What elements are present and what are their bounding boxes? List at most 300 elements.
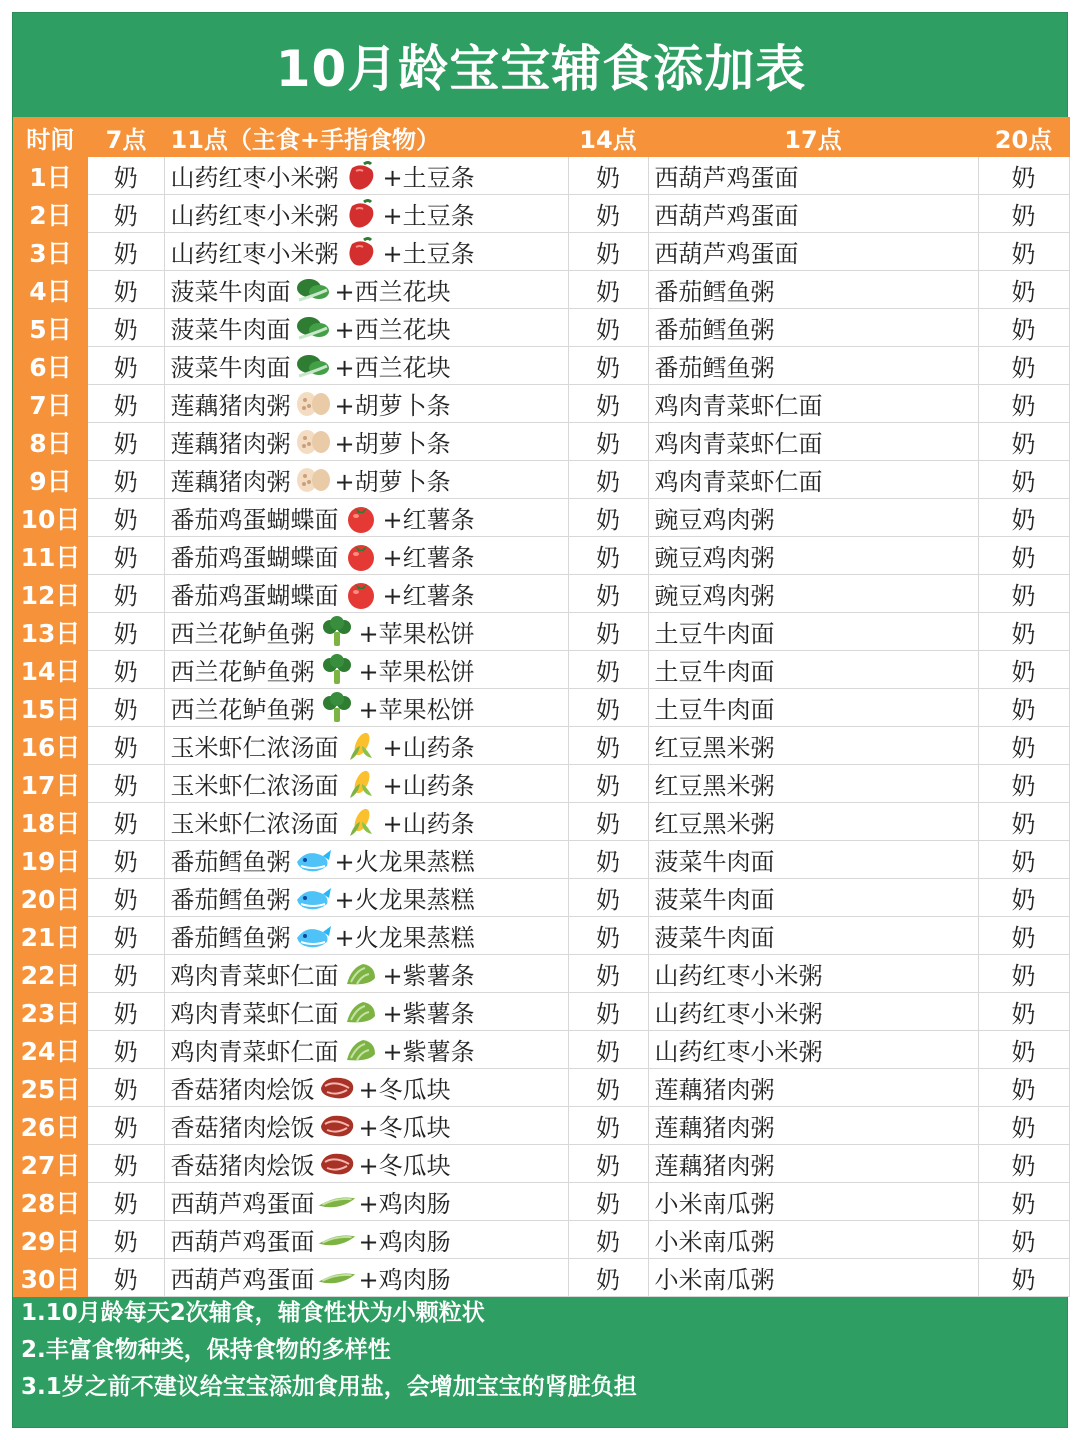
table-row [13, 917, 1069, 955]
meal-14-cell: 奶 [568, 955, 648, 993]
meal-17-cell: 莲藕猪肉粥 [648, 1069, 978, 1107]
meal-17-cell: 山药红枣小米粥 [648, 993, 978, 1031]
table-row [13, 765, 1069, 803]
meal-20-cell: 奶 [978, 1183, 1069, 1221]
meal-11-cell [164, 537, 568, 575]
main-dish: 山药红枣小米粥 [170, 202, 339, 230]
table-row [13, 727, 1069, 765]
table-row [13, 309, 1069, 347]
meal-11-cell [164, 1183, 568, 1221]
meal-14-cell: 奶 [568, 993, 648, 1031]
meal-14-cell: 奶 [568, 1069, 648, 1107]
pea-pod-icon [317, 1224, 357, 1256]
finger-food: +山药条 [382, 772, 475, 800]
leafy-greens-icon [293, 312, 333, 344]
main-dish: 番茄鳕鱼粥 [170, 886, 291, 914]
table-row [13, 499, 1069, 537]
leafy-greens-icon [293, 350, 333, 382]
meal-7-cell: 奶 [88, 385, 164, 423]
meal-11-cell [164, 613, 568, 651]
day-cell: 22日 [13, 955, 88, 993]
lettuce-icon [341, 958, 381, 990]
meal-11-cell [164, 879, 568, 917]
main-dish: 莲藕猪肉粥 [170, 392, 291, 420]
day-cell: 9日 [13, 461, 88, 499]
meal-17-cell: 小米南瓜粥 [648, 1183, 978, 1221]
meal-20-cell: 奶 [978, 1221, 1069, 1259]
meal-14-cell: 奶 [568, 689, 648, 727]
finger-food: +紫薯条 [382, 1038, 475, 1066]
meal-20-cell: 奶 [978, 841, 1069, 879]
main-dish: 莲藕猪肉粥 [170, 468, 291, 496]
day-cell: 12日 [13, 575, 88, 613]
meal-17-cell: 菠菜牛肉面 [648, 879, 978, 917]
main-dish: 番茄鸡蛋蝴蝶面 [170, 544, 339, 572]
corn-icon [341, 768, 381, 800]
meal-7-cell: 奶 [88, 955, 164, 993]
meal-17-cell: 菠菜牛肉面 [648, 917, 978, 955]
day-cell: 30日 [13, 1259, 88, 1297]
lettuce-icon [341, 1034, 381, 1066]
day-cell: 20日 [13, 879, 88, 917]
meal-20-cell: 奶 [978, 461, 1069, 499]
meal-17-cell: 鸡肉青菜虾仁面 [648, 461, 978, 499]
meal-20-cell: 奶 [978, 499, 1069, 537]
meal-14-cell: 奶 [568, 613, 648, 651]
main-dish: 鸡肉青菜虾仁面 [170, 1038, 339, 1066]
meal-14-cell: 奶 [568, 575, 648, 613]
fish-icon [293, 844, 333, 876]
main-dish: 西兰花鲈鱼粥 [170, 620, 315, 648]
table-row [13, 1107, 1069, 1145]
day-cell: 19日 [13, 841, 88, 879]
feeding-schedule-table [13, 117, 1070, 1297]
main-dish: 番茄鸡蛋蝴蝶面 [170, 582, 339, 610]
meal-14-cell: 奶 [568, 1107, 648, 1145]
finger-food: +苹果松饼 [358, 696, 475, 724]
meal-11-cell [164, 765, 568, 803]
lotus-root-icon [293, 388, 333, 420]
meal-7-cell: 奶 [88, 271, 164, 309]
main-dish: 菠菜牛肉面 [170, 278, 291, 306]
day-cell: 8日 [13, 423, 88, 461]
finger-food: +土豆条 [382, 164, 475, 192]
meal-14-cell: 奶 [568, 1031, 648, 1069]
day-cell: 7日 [13, 385, 88, 423]
meal-7-cell: 奶 [88, 727, 164, 765]
tomato-icon [341, 502, 381, 534]
finger-food: +鸡肉肠 [358, 1190, 451, 1218]
main-dish: 玉米虾仁浓汤面 [170, 734, 339, 762]
meal-14-cell: 奶 [568, 461, 648, 499]
day-cell: 14日 [13, 651, 88, 689]
meal-14-cell: 奶 [568, 385, 648, 423]
meal-20-cell: 奶 [978, 347, 1069, 385]
meal-7-cell: 奶 [88, 347, 164, 385]
meal-20-cell: 奶 [978, 1145, 1069, 1183]
day-cell: 18日 [13, 803, 88, 841]
day-cell: 4日 [13, 271, 88, 309]
finger-food: +西兰花块 [334, 316, 451, 344]
main-dish: 番茄鸡蛋蝴蝶面 [170, 506, 339, 534]
meal-20-cell: 奶 [978, 879, 1069, 917]
finger-food: +紫薯条 [382, 1000, 475, 1028]
day-cell: 13日 [13, 613, 88, 651]
meal-14-cell: 奶 [568, 803, 648, 841]
red-pepper-icon [341, 236, 381, 268]
meal-17-cell: 豌豆鸡肉粥 [648, 575, 978, 613]
meal-11-cell [164, 955, 568, 993]
meal-20-cell: 奶 [978, 385, 1069, 423]
meal-14-cell: 奶 [568, 917, 648, 955]
main-dish: 菠菜牛肉面 [170, 316, 291, 344]
day-cell: 23日 [13, 993, 88, 1031]
finger-food: +火龙果蒸糕 [334, 924, 475, 952]
finger-food: +山药条 [382, 734, 475, 762]
lotus-root-icon [293, 426, 333, 458]
broccoli-icon [317, 692, 357, 724]
meal-7-cell: 奶 [88, 765, 164, 803]
meal-11-cell [164, 157, 568, 195]
meal-20-cell: 奶 [978, 1031, 1069, 1069]
meal-17-cell: 西葫芦鸡蛋面 [648, 233, 978, 271]
table-row [13, 271, 1069, 309]
meal-11-cell [164, 651, 568, 689]
day-cell: 29日 [13, 1221, 88, 1259]
meal-7-cell: 奶 [88, 651, 164, 689]
main-dish: 西兰花鲈鱼粥 [170, 696, 315, 724]
main-dish: 香菇猪肉烩饭 [170, 1114, 315, 1142]
finger-food: +胡萝卜条 [334, 430, 451, 458]
meal-11-cell [164, 347, 568, 385]
meal-11-cell [164, 423, 568, 461]
meal-7-cell: 奶 [88, 499, 164, 537]
meal-14-cell: 奶 [568, 765, 648, 803]
main-dish: 香菇猪肉烩饭 [170, 1076, 315, 1104]
table-row [13, 1221, 1069, 1259]
meal-11-cell [164, 271, 568, 309]
day-cell: 16日 [13, 727, 88, 765]
meal-11-cell [164, 917, 568, 955]
main-dish: 玉米虾仁浓汤面 [170, 810, 339, 838]
main-dish: 番茄鳕鱼粥 [170, 924, 291, 952]
meal-11-cell [164, 1069, 568, 1107]
meal-11-cell [164, 1031, 568, 1069]
meal-14-cell: 奶 [568, 347, 648, 385]
day-cell: 15日 [13, 689, 88, 727]
meal-14-cell: 奶 [568, 841, 648, 879]
meal-17-cell: 番茄鳕鱼粥 [648, 347, 978, 385]
day-cell: 1日 [13, 157, 88, 195]
meal-14-cell: 奶 [568, 233, 648, 271]
meal-7-cell: 奶 [88, 879, 164, 917]
meal-20-cell: 奶 [978, 651, 1069, 689]
meal-14-cell: 奶 [568, 1183, 648, 1221]
meal-17-cell: 番茄鳕鱼粥 [648, 271, 978, 309]
main-dish: 鸡肉青菜虾仁面 [170, 1000, 339, 1028]
meal-14-cell: 奶 [568, 1145, 648, 1183]
meal-20-cell: 奶 [978, 233, 1069, 271]
table-body [13, 157, 1069, 1297]
meal-11-cell [164, 727, 568, 765]
note-3: 3.1岁之前不建议给宝宝添加食用盐，会增加宝宝的肾脏负担 [21, 1374, 637, 1400]
meal-7-cell: 奶 [88, 1069, 164, 1107]
meal-7-cell: 奶 [88, 537, 164, 575]
meal-14-cell: 奶 [568, 195, 648, 233]
table-row [13, 195, 1069, 233]
finger-food: +土豆条 [382, 202, 475, 230]
meal-7-cell: 奶 [88, 233, 164, 271]
header-14: 14点 [568, 117, 648, 157]
table-row [13, 157, 1069, 195]
meal-11-cell [164, 1221, 568, 1259]
meal-7-cell: 奶 [88, 423, 164, 461]
meal-14-cell: 奶 [568, 879, 648, 917]
meal-14-cell: 奶 [568, 537, 648, 575]
meal-7-cell: 奶 [88, 1221, 164, 1259]
meal-7-cell: 奶 [88, 309, 164, 347]
header-time: 时间 [13, 117, 88, 157]
table-row [13, 1069, 1069, 1107]
meal-17-cell: 山药红枣小米粥 [648, 955, 978, 993]
tomato-icon [341, 578, 381, 610]
red-pepper-icon [341, 160, 381, 192]
meal-11-cell [164, 1145, 568, 1183]
day-cell: 24日 [13, 1031, 88, 1069]
page-frame [12, 12, 1068, 1428]
meal-7-cell: 奶 [88, 461, 164, 499]
meal-14-cell: 奶 [568, 271, 648, 309]
table-row [13, 575, 1069, 613]
table-row [13, 347, 1069, 385]
day-cell: 26日 [13, 1107, 88, 1145]
meal-17-cell: 莲藕猪肉粥 [648, 1145, 978, 1183]
meal-20-cell: 奶 [978, 157, 1069, 195]
day-cell: 27日 [13, 1145, 88, 1183]
meal-17-cell: 鸡肉青菜虾仁面 [648, 385, 978, 423]
meal-14-cell: 奶 [568, 157, 648, 195]
table-row [13, 613, 1069, 651]
finger-food: +火龙果蒸糕 [334, 848, 475, 876]
table-row [13, 879, 1069, 917]
meal-7-cell: 奶 [88, 157, 164, 195]
meal-14-cell: 奶 [568, 727, 648, 765]
meal-7-cell: 奶 [88, 1107, 164, 1145]
finger-food: +紫薯条 [382, 962, 475, 990]
meal-7-cell: 奶 [88, 195, 164, 233]
main-dish: 莲藕猪肉粥 [170, 430, 291, 458]
meal-20-cell: 奶 [978, 195, 1069, 233]
meal-7-cell: 奶 [88, 1145, 164, 1183]
meal-17-cell: 鸡肉青菜虾仁面 [648, 423, 978, 461]
page-title: 10月龄宝宝辅食添加表 [275, 40, 807, 98]
pea-pod-icon [317, 1186, 357, 1218]
meal-7-cell: 奶 [88, 841, 164, 879]
main-dish: 山药红枣小米粥 [170, 240, 339, 268]
main-dish: 西葫芦鸡蛋面 [170, 1228, 315, 1256]
table-row [13, 537, 1069, 575]
red-pepper-icon [341, 198, 381, 230]
meal-17-cell: 小米南瓜粥 [648, 1221, 978, 1259]
main-dish: 鸡肉青菜虾仁面 [170, 962, 339, 990]
meal-17-cell: 莲藕猪肉粥 [648, 1107, 978, 1145]
day-cell: 28日 [13, 1183, 88, 1221]
note-1: 1.10月龄每天2次辅食，辅食性状为小颗粒状 [21, 1300, 485, 1326]
main-dish: 西葫芦鸡蛋面 [170, 1266, 315, 1294]
main-dish: 山药红枣小米粥 [170, 164, 339, 192]
table-row [13, 955, 1069, 993]
finger-food: +胡萝卜条 [334, 392, 451, 420]
meal-11-cell [164, 1107, 568, 1145]
header-7: 7点 [88, 117, 164, 157]
meal-17-cell: 番茄鳕鱼粥 [648, 309, 978, 347]
day-cell: 5日 [13, 309, 88, 347]
meal-11-cell [164, 309, 568, 347]
meal-7-cell: 奶 [88, 689, 164, 727]
finger-food: +火龙果蒸糕 [334, 886, 475, 914]
meal-7-cell: 奶 [88, 803, 164, 841]
finger-food: +红薯条 [382, 582, 475, 610]
table-row [13, 461, 1069, 499]
corn-icon [341, 806, 381, 838]
meal-17-cell: 红豆黑米粥 [648, 727, 978, 765]
meal-11-cell [164, 385, 568, 423]
meal-7-cell: 奶 [88, 1183, 164, 1221]
finger-food: +西兰花块 [334, 278, 451, 306]
meal-11-cell [164, 993, 568, 1031]
meal-20-cell: 奶 [978, 765, 1069, 803]
table-row [13, 1031, 1069, 1069]
broccoli-icon [317, 654, 357, 686]
note-2: 2.丰富食物种类，保持食物的多样性 [21, 1337, 391, 1363]
meal-20-cell: 奶 [978, 575, 1069, 613]
fish-icon [293, 882, 333, 914]
header-20: 20点 [978, 117, 1069, 157]
notes-section [13, 1283, 1069, 1429]
lettuce-icon [341, 996, 381, 1028]
meal-17-cell: 山药红枣小米粥 [648, 1031, 978, 1069]
tomato-icon [341, 540, 381, 572]
meal-17-cell: 小米南瓜粥 [648, 1259, 978, 1297]
meal-17-cell: 西葫芦鸡蛋面 [648, 157, 978, 195]
table-row [13, 689, 1069, 727]
leafy-greens-icon [293, 274, 333, 306]
header-17: 17点 [648, 117, 978, 157]
meal-20-cell: 奶 [978, 309, 1069, 347]
meal-14-cell: 奶 [568, 499, 648, 537]
finger-food: +鸡肉肠 [358, 1228, 451, 1256]
day-cell: 10日 [13, 499, 88, 537]
finger-food: +红薯条 [382, 544, 475, 572]
meal-17-cell: 西葫芦鸡蛋面 [648, 195, 978, 233]
meal-20-cell: 奶 [978, 803, 1069, 841]
broccoli-icon [317, 616, 357, 648]
meal-11-cell [164, 461, 568, 499]
finger-food: +西兰花块 [334, 354, 451, 382]
meal-14-cell: 奶 [568, 309, 648, 347]
meal-11-cell [164, 233, 568, 271]
table-row [13, 233, 1069, 271]
meal-17-cell: 土豆牛肉面 [648, 651, 978, 689]
finger-food: +冬瓜块 [358, 1076, 451, 1104]
day-cell: 17日 [13, 765, 88, 803]
meal-11-cell [164, 803, 568, 841]
meal-17-cell: 土豆牛肉面 [648, 689, 978, 727]
meal-20-cell: 奶 [978, 727, 1069, 765]
table-row [13, 423, 1069, 461]
meal-14-cell: 奶 [568, 651, 648, 689]
main-dish: 菠菜牛肉面 [170, 354, 291, 382]
table-row [13, 993, 1069, 1031]
meal-17-cell: 红豆黑米粥 [648, 765, 978, 803]
day-cell: 25日 [13, 1069, 88, 1107]
day-cell: 3日 [13, 233, 88, 271]
meal-11-cell [164, 689, 568, 727]
meal-20-cell: 奶 [978, 613, 1069, 651]
meal-7-cell: 奶 [88, 917, 164, 955]
table-row [13, 385, 1069, 423]
finger-food: +红薯条 [382, 506, 475, 534]
finger-food: +胡萝卜条 [334, 468, 451, 496]
meal-20-cell: 奶 [978, 537, 1069, 575]
meal-17-cell: 豌豆鸡肉粥 [648, 499, 978, 537]
header-11: 11点（主食+手指食物） [164, 117, 568, 157]
meal-20-cell: 奶 [978, 1069, 1069, 1107]
meat-icon [317, 1072, 357, 1104]
meal-20-cell: 奶 [978, 271, 1069, 309]
meal-17-cell: 土豆牛肉面 [648, 613, 978, 651]
meal-14-cell: 奶 [568, 1221, 648, 1259]
meat-icon [317, 1148, 357, 1180]
finger-food: +土豆条 [382, 240, 475, 268]
table-row [13, 1183, 1069, 1221]
finger-food: +山药条 [382, 810, 475, 838]
meal-20-cell: 奶 [978, 1107, 1069, 1145]
table-row [13, 1145, 1069, 1183]
meal-17-cell: 菠菜牛肉面 [648, 841, 978, 879]
main-dish: 玉米虾仁浓汤面 [170, 772, 339, 800]
meal-11-cell [164, 841, 568, 879]
meal-7-cell: 奶 [88, 613, 164, 651]
meal-20-cell: 奶 [978, 955, 1069, 993]
meal-17-cell: 红豆黑米粥 [648, 803, 978, 841]
finger-food: +鸡肉肠 [358, 1266, 451, 1294]
table-header-row [13, 117, 1069, 157]
meal-20-cell: 奶 [978, 423, 1069, 461]
table-row [13, 841, 1069, 879]
meal-7-cell: 奶 [88, 575, 164, 613]
finger-food: +冬瓜块 [358, 1114, 451, 1142]
day-cell: 21日 [13, 917, 88, 955]
corn-icon [341, 730, 381, 762]
meal-20-cell: 奶 [978, 917, 1069, 955]
meal-20-cell: 奶 [978, 993, 1069, 1031]
main-dish: 香菇猪肉烩饭 [170, 1152, 315, 1180]
meal-20-cell: 奶 [978, 689, 1069, 727]
meal-7-cell: 奶 [88, 993, 164, 1031]
meal-17-cell: 豌豆鸡肉粥 [648, 537, 978, 575]
finger-food: +冬瓜块 [358, 1152, 451, 1180]
finger-food: +苹果松饼 [358, 658, 475, 686]
main-dish: 西葫芦鸡蛋面 [170, 1190, 315, 1218]
table-row [13, 651, 1069, 689]
day-cell: 11日 [13, 537, 88, 575]
main-dish: 番茄鳕鱼粥 [170, 848, 291, 876]
fish-icon [293, 920, 333, 952]
meal-7-cell: 奶 [88, 1259, 164, 1297]
table-row [13, 803, 1069, 841]
day-cell: 6日 [13, 347, 88, 385]
